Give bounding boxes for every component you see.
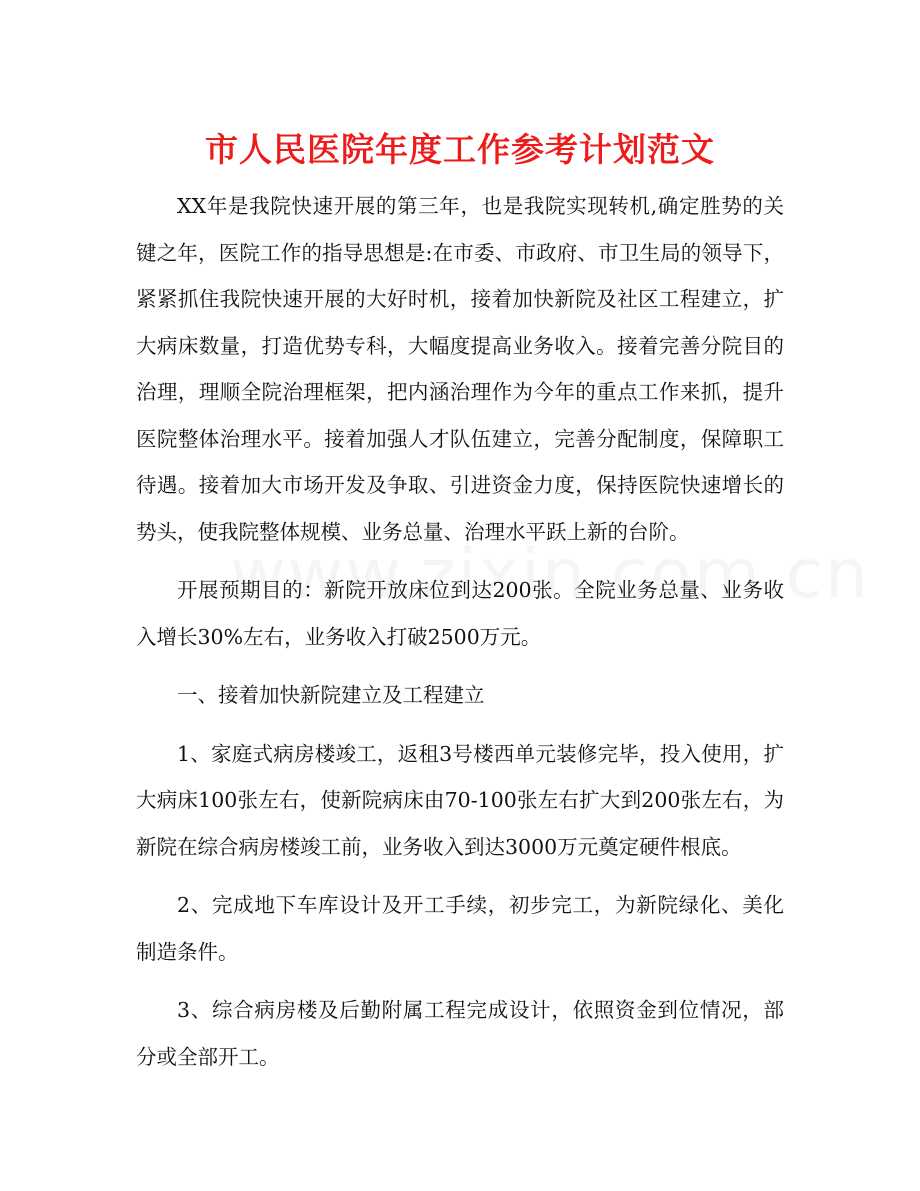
paragraph-intro: XX年是我院快速开展的第三年，也是我院实现转机,确定胜势的关键之年，医院工作的指导思想是:在市委、市政府、市卫生局的领导下，紧紧抓住我院快速开展的大好时机，接着加快新院及社区工程建立，扩大病床数量，打造优势专科，大幅度提高业务收入。接着完善分院目的治理，理顺全院治理框架，把内涵治理作为今年的重点工作来抓，提升医院整体治理水平。接着加强人才队伍建立，完善分配制度，保障职工待遇。接着加大市场开发及争取、引进资金力度，保持医院快速增长的势头，使我院整体规模、业务总量、治理水平跃上新的台阶。	[136, 194, 784, 544]
document-title: 市人民医院年度工作参考计划范文	[205, 130, 715, 169]
list-item-3: 3、综合病房楼及后勤附属工程完成设计，依照资金到位情况，部分或全部开工。	[136, 998, 784, 1069]
document-body	[136, 183, 784, 1092]
paragraph-goals: 开展预期目的：新院开放床位到达200张。全院业务总量、业务收入增长30%左右，业务收入打破2500万元。	[136, 578, 784, 649]
section-heading-1: 一、接着加快新院建立及工程建立	[177, 683, 485, 707]
list-item-1: 1、家庭式病房楼竣工，返租3号楼西单元装修完毕，投入使用，扩大病床100张左右，使新院病床由70-100张左右扩大到200张左右，为新院在综合病房楼竣工前，业务收入到达3000万元奠定硬件根底。	[136, 741, 784, 859]
list-item-2: 2、完成地下车库设计及开工手续，初步完工，为新院绿化、美化制造条件。	[136, 893, 784, 964]
